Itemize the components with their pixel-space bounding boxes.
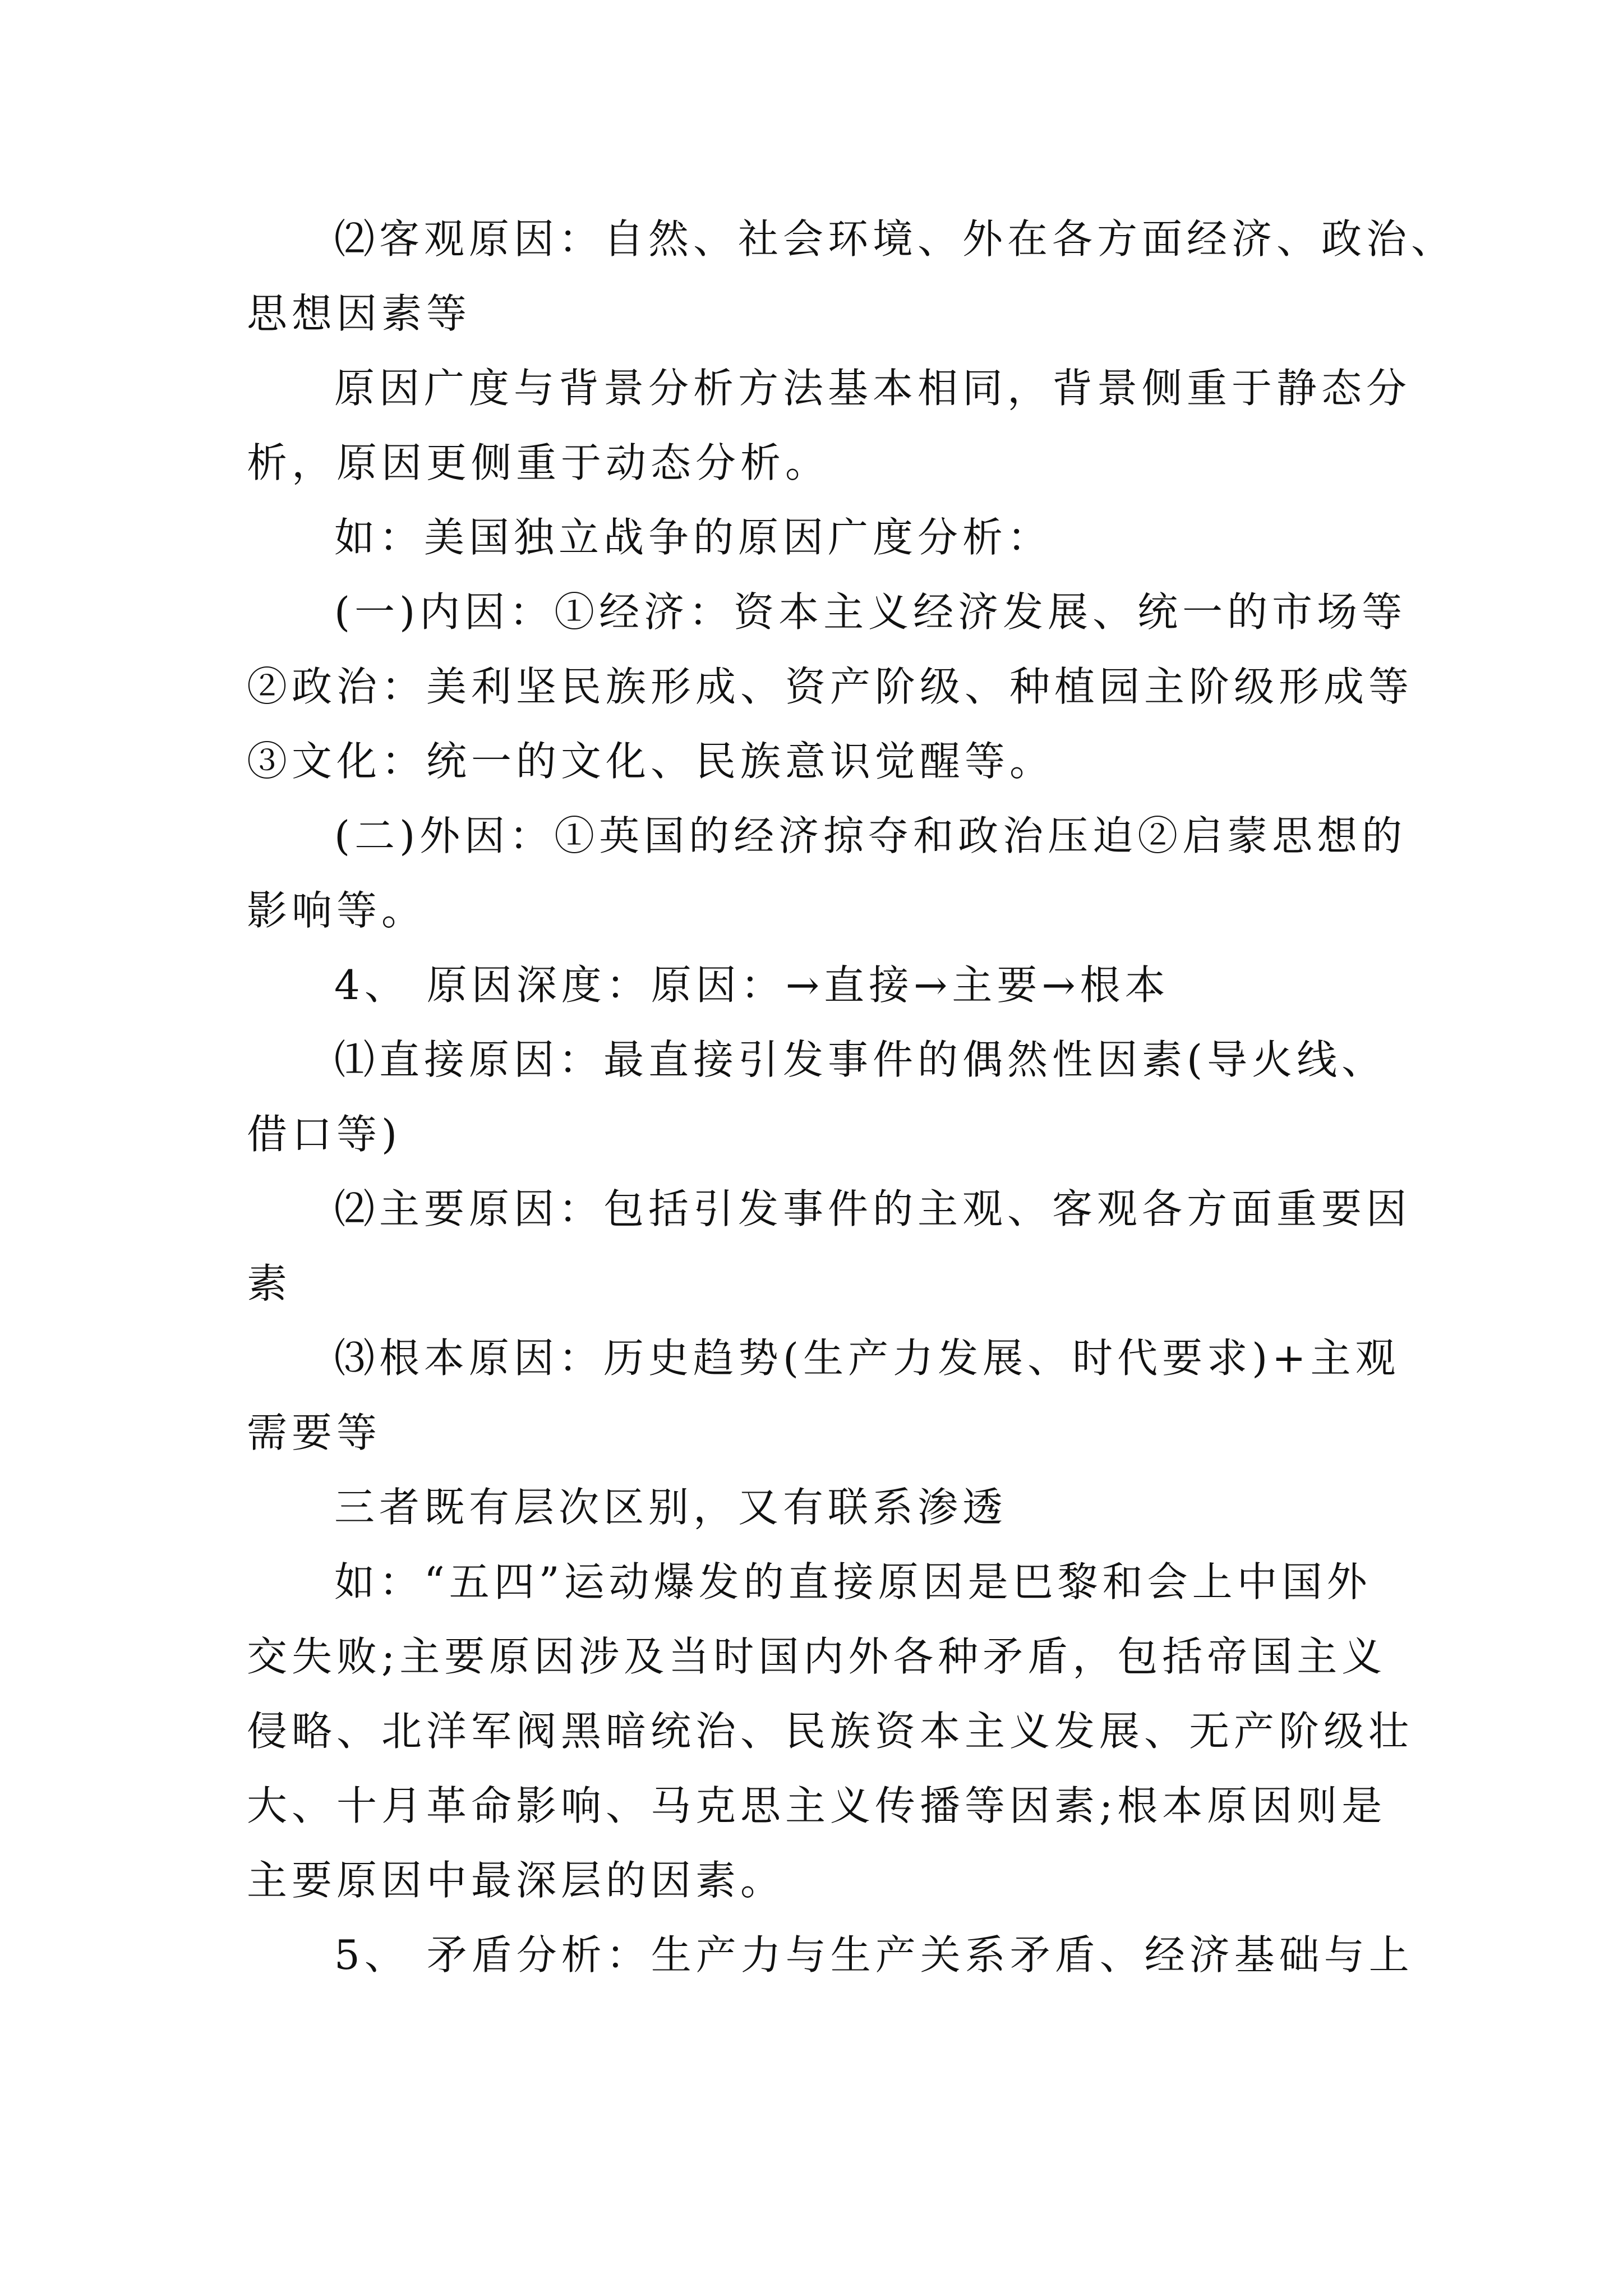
text-line: ⑴直接原因：最直接引发事件的偶然性因素(导火线、: [334, 1036, 1387, 1083]
text-line: ⑶根本原因：历史趋势(生产力发展、时代要求)+主观: [334, 1335, 1400, 1382]
text-line: 借口等): [247, 1111, 402, 1158]
document-body: [247, 202, 1456, 1993]
text-line: 主要原因中最深层的因素。: [247, 1857, 786, 1904]
text-line: 大、十月革命影响、马克思主义传播等因素;根本原因则是: [247, 1782, 1387, 1829]
text-line: ⑵客观原因：自然、社会环境、外在各方面经济、政治、: [334, 215, 1456, 263]
text-line: 原因广度与背景分析方法基本相同，背景侧重于静态分: [334, 365, 1412, 412]
text-line: ③文化：统一的文化、民族意识觉醒等。: [247, 738, 1055, 785]
text-line: 需要等: [247, 1409, 382, 1456]
text-line: (二)外因：①英国的经济掠夺和政治压迫②启蒙思想的: [334, 812, 1407, 859]
text-line: 析，原因更侧重于动态分析。: [247, 439, 831, 486]
text-line: 侵略、北洋军阀黑暗统治、民族资本主义发展、无产阶级壮: [247, 1708, 1414, 1755]
text-line: 交失败;主要原因涉及当时国内外各种矛盾，包括帝国主义: [247, 1633, 1387, 1680]
text-line: 如：“五四”运动爆发的直接原因是巴黎和会上中国外: [334, 1558, 1372, 1605]
text-line: 如：美国独立战争的原因广度分析：: [334, 514, 1053, 561]
text-line: ⑵主要原因：包括引发事件的主观、客观各方面重要因: [334, 1185, 1412, 1232]
text-line: 素: [247, 1260, 292, 1307]
text-line: 4、 原因深度：原因：→直接→主要→根本: [334, 961, 1170, 1009]
text-line: ②政治：美利坚民族形成、资产阶级、种植园主阶级形成等: [247, 663, 1414, 710]
text-line: 5、 矛盾分析：生产力与生产关系矛盾、经济基础与上: [334, 1931, 1414, 1978]
text-line: (一)内因：①经济：资本主义经济发展、统一的市场等: [334, 588, 1407, 636]
text-line: 影响等。: [247, 887, 427, 934]
text-line: 思想因素等: [247, 290, 472, 337]
text-line: 三者既有层次区别，又有联系渗透: [334, 1484, 1008, 1531]
